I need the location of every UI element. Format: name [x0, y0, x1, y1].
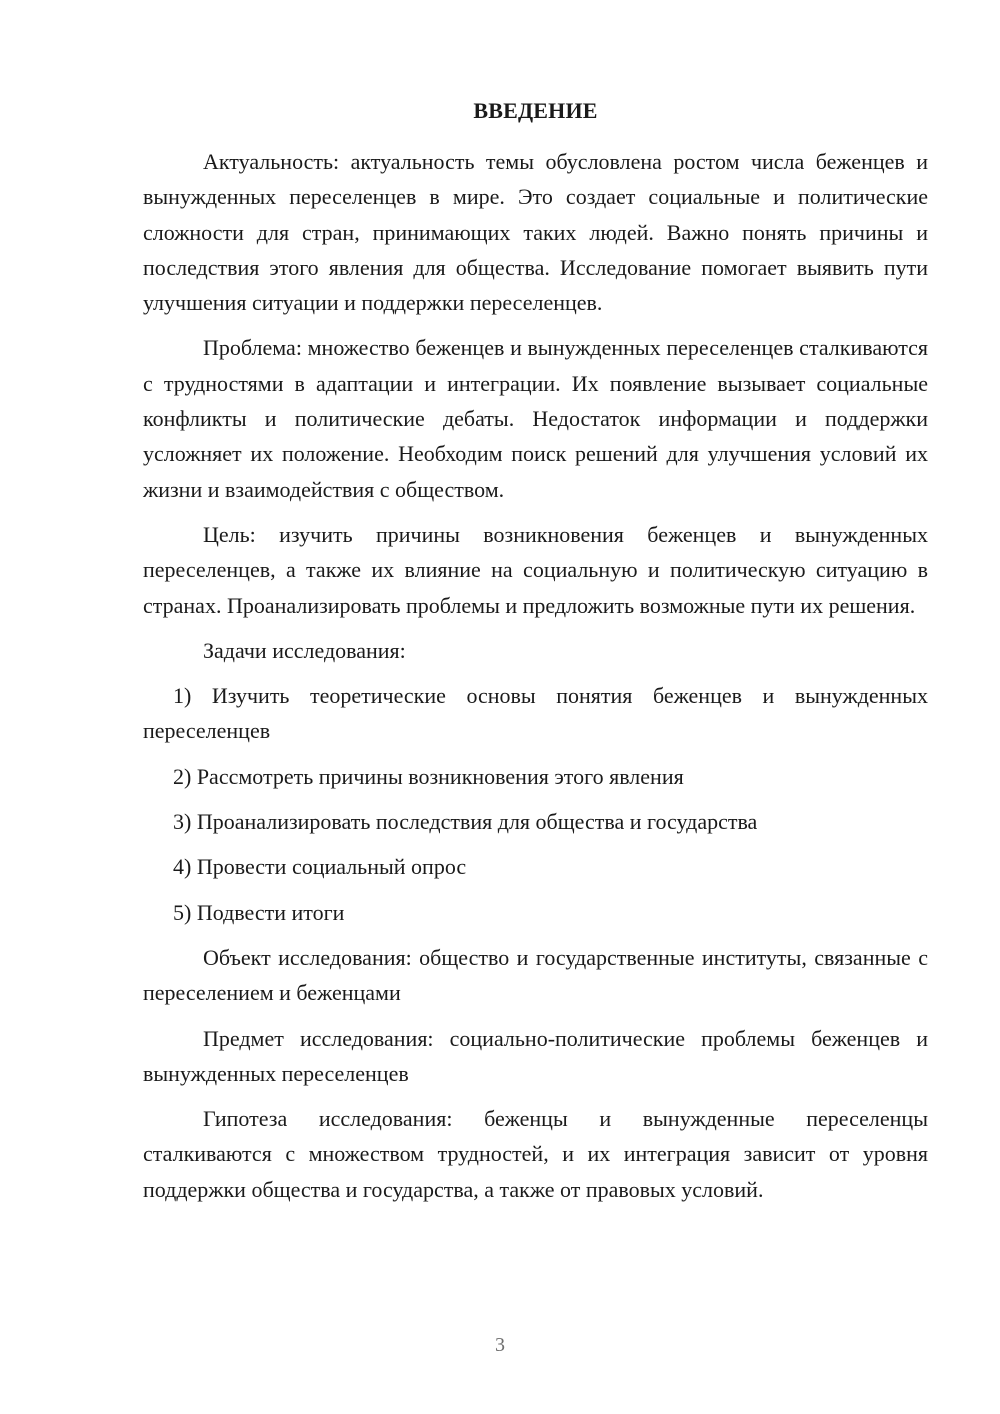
- page-number: 3: [495, 1334, 505, 1356]
- paragraph-object: Объект исследования: общество и государственные институты, связанные с переселением и беженцами: [143, 944, 928, 1006]
- task-item-5: 5) Подвести итоги: [173, 899, 345, 925]
- task-item-3: 3) Проанализировать последствия для общества и государства: [173, 809, 758, 835]
- tasks-heading: Задачи исследования:: [203, 637, 406, 663]
- task-item-4: 4) Провести социальный опрос: [173, 854, 467, 880]
- task-item-1: 1) Изучить теоретические основы понятия беженцев и вынужденных переселенцев: [143, 683, 928, 744]
- section-title: ВВЕДЕНИЕ: [473, 98, 598, 123]
- paragraph-relevance: Актуальность: актуальность темы обусловлена ростом числа беженцев и вынужденных переселенцев в мире. Это создает социальные и политические сложности для стран, принимающих таких людей. Важно понять причины и последствия этого явления для общества. Исследование помогает выявить пути улучшения ситуации и поддержки переселенцев.: [143, 149, 928, 316]
- paragraph-problem: Проблема: множество беженцев и вынужденных переселенцев сталкиваются с трудностями в адаптации и интеграции. Их появление вызывает социальные конфликты и политические дебаты. Недостаток информации и поддержки усложняет их положение. Необходим поиск решений для улучшения условий их жизни и взаимодействия с обществом.: [143, 335, 928, 502]
- paragraph-hypothesis: Гипотеза исследования: беженцы и вынужденные переселенцы сталкиваются с множеством трудностей, и их интеграция зависит от уровня поддержки общества и государства, а также от правовых условий.: [143, 1106, 928, 1202]
- task-item-2: 2) Рассмотреть причины возникновения этого явления: [173, 763, 684, 789]
- paragraph-goal: Цель: изучить причины возникновения беженцев и вынужденных переселенцев, а также их влияние на социальную и политическую ситуацию в странах. Проанализировать проблемы и предложить возможные пути их решения.: [143, 521, 928, 618]
- page-content: [143, 96, 928, 1217]
- paragraph-subject: Предмет исследования: социально-политические проблемы беженцев и вынужденных переселенцев: [143, 1025, 928, 1086]
